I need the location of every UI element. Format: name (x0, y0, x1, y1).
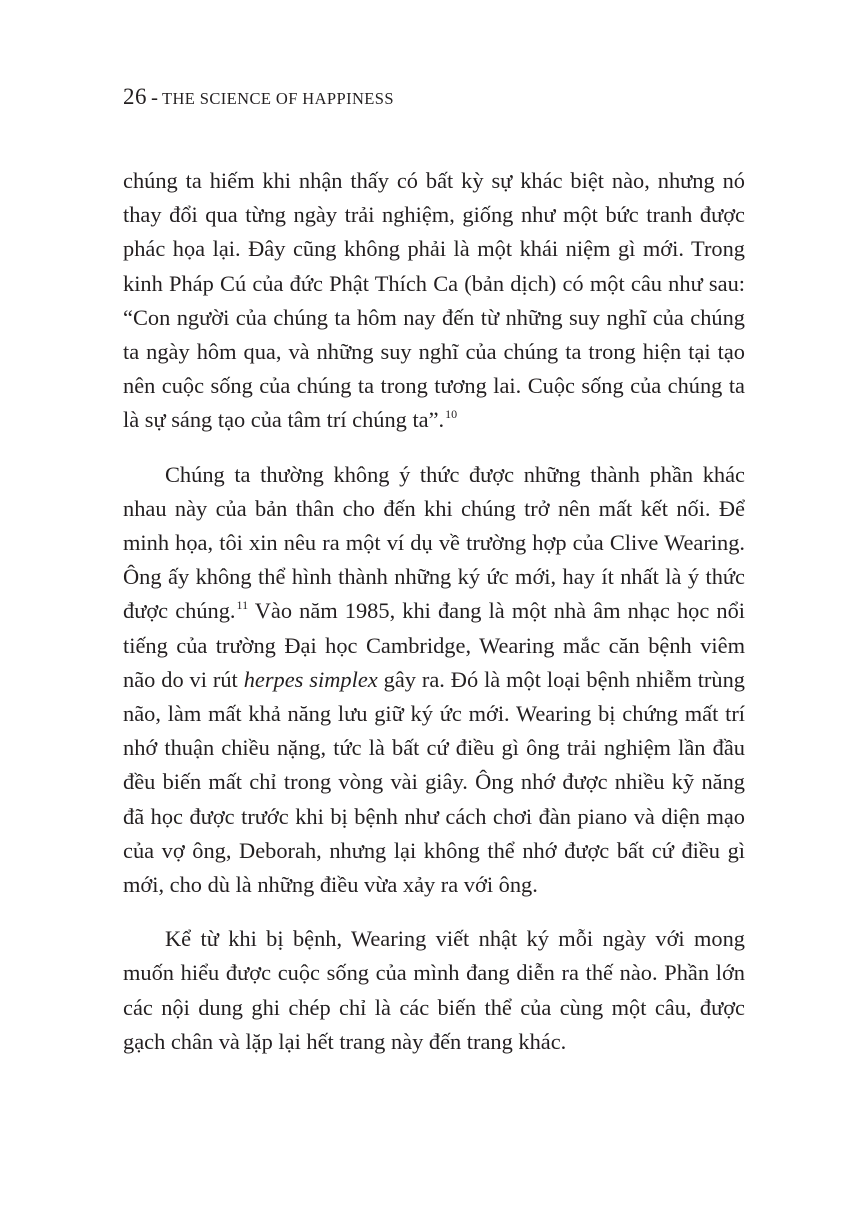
paragraph-1 (123, 164, 745, 438)
body-text (123, 164, 745, 1079)
paragraph-2-text-b: Vào năm 1985, khi đang là một nhà âm nhạc học nổi tiếng của trường Đại học Cambridge, Wearing mắc căn bệnh viêm não do vi rút (123, 598, 745, 692)
paragraph-3-text: Kể từ khi bị bệnh, Wearing viết nhật ký mỗi ngày với mong muốn hiểu được cuộc sống của mình đang diễn ra thế nào. Phần lớn các nội dung ghi chép chỉ là các biến thể của cùng một câu, được gạch chân và lặp lại hết trang này đến trang khác. (123, 926, 745, 1054)
paragraph-3 (123, 922, 745, 1059)
page-number: 26 (123, 84, 147, 109)
paragraph-2-text-a: Chúng ta thường không ý thức được những thành phần khác nhau này của bản thân cho đến khi chúng trở nên mất kết nối. Để minh họa, tôi xin nêu ra một ví dụ về trường hợp của Clive Wearing. Ông ấy không thể hình thành những ký ức mới, hay ít nhất là ý thức được chúng. (123, 461, 745, 624)
paragraph-1-text: chúng ta hiếm khi nhận thấy có bất kỳ sự khác biệt nào, nhưng nó thay đổi qua từng ngày trải nghiệm, giống như một bức tranh được phác họa lại. Đây cũng không phải là một khái niệm gì mới. Trong kinh Pháp Cú của đức Phật Thích Ca (bản dịch) có một câu như sau: “Con người của chúng ta hôm nay đến từ những suy nghĩ của chúng ta ngày hôm qua, và những suy nghĩ của chúng ta trong hiện tại tạo nên cuộc sống của chúng ta trong tương lai. Cuộc sống của chúng ta là sự sáng tạo của tâm trí chúng ta”. (123, 168, 745, 433)
paragraph-2 (123, 458, 745, 903)
header-separator: - (151, 85, 158, 109)
footnote-ref-11: 11 (236, 598, 249, 613)
book-title: THE SCIENCE OF HAPPINESS (162, 89, 394, 108)
paragraph-2-text-c: gây ra. Đó là một loại bệnh nhiễm trùng não, làm mất khả năng lưu giữ ký ức mới. Wearing bị chứng mất trí nhớ thuận chiều nặng, tức là bất cứ điều gì ông trải nghiệm lần đầu đều biến mất chỉ trong vòng vài giây. Ông nhớ được nhiều kỹ năng đã học được trước khi bị bệnh như cách chơi đàn piano và diện mạo của vợ ông, Deborah, nhưng lại không thể nhớ được bất cứ điều gì mới, cho dù là những điều vừa xảy ra với ông. (123, 666, 745, 898)
running-header (123, 82, 394, 115)
italic-term-herpes-simplex: herpes simplex (243, 666, 378, 692)
footnote-ref-10: 10 (445, 407, 458, 422)
